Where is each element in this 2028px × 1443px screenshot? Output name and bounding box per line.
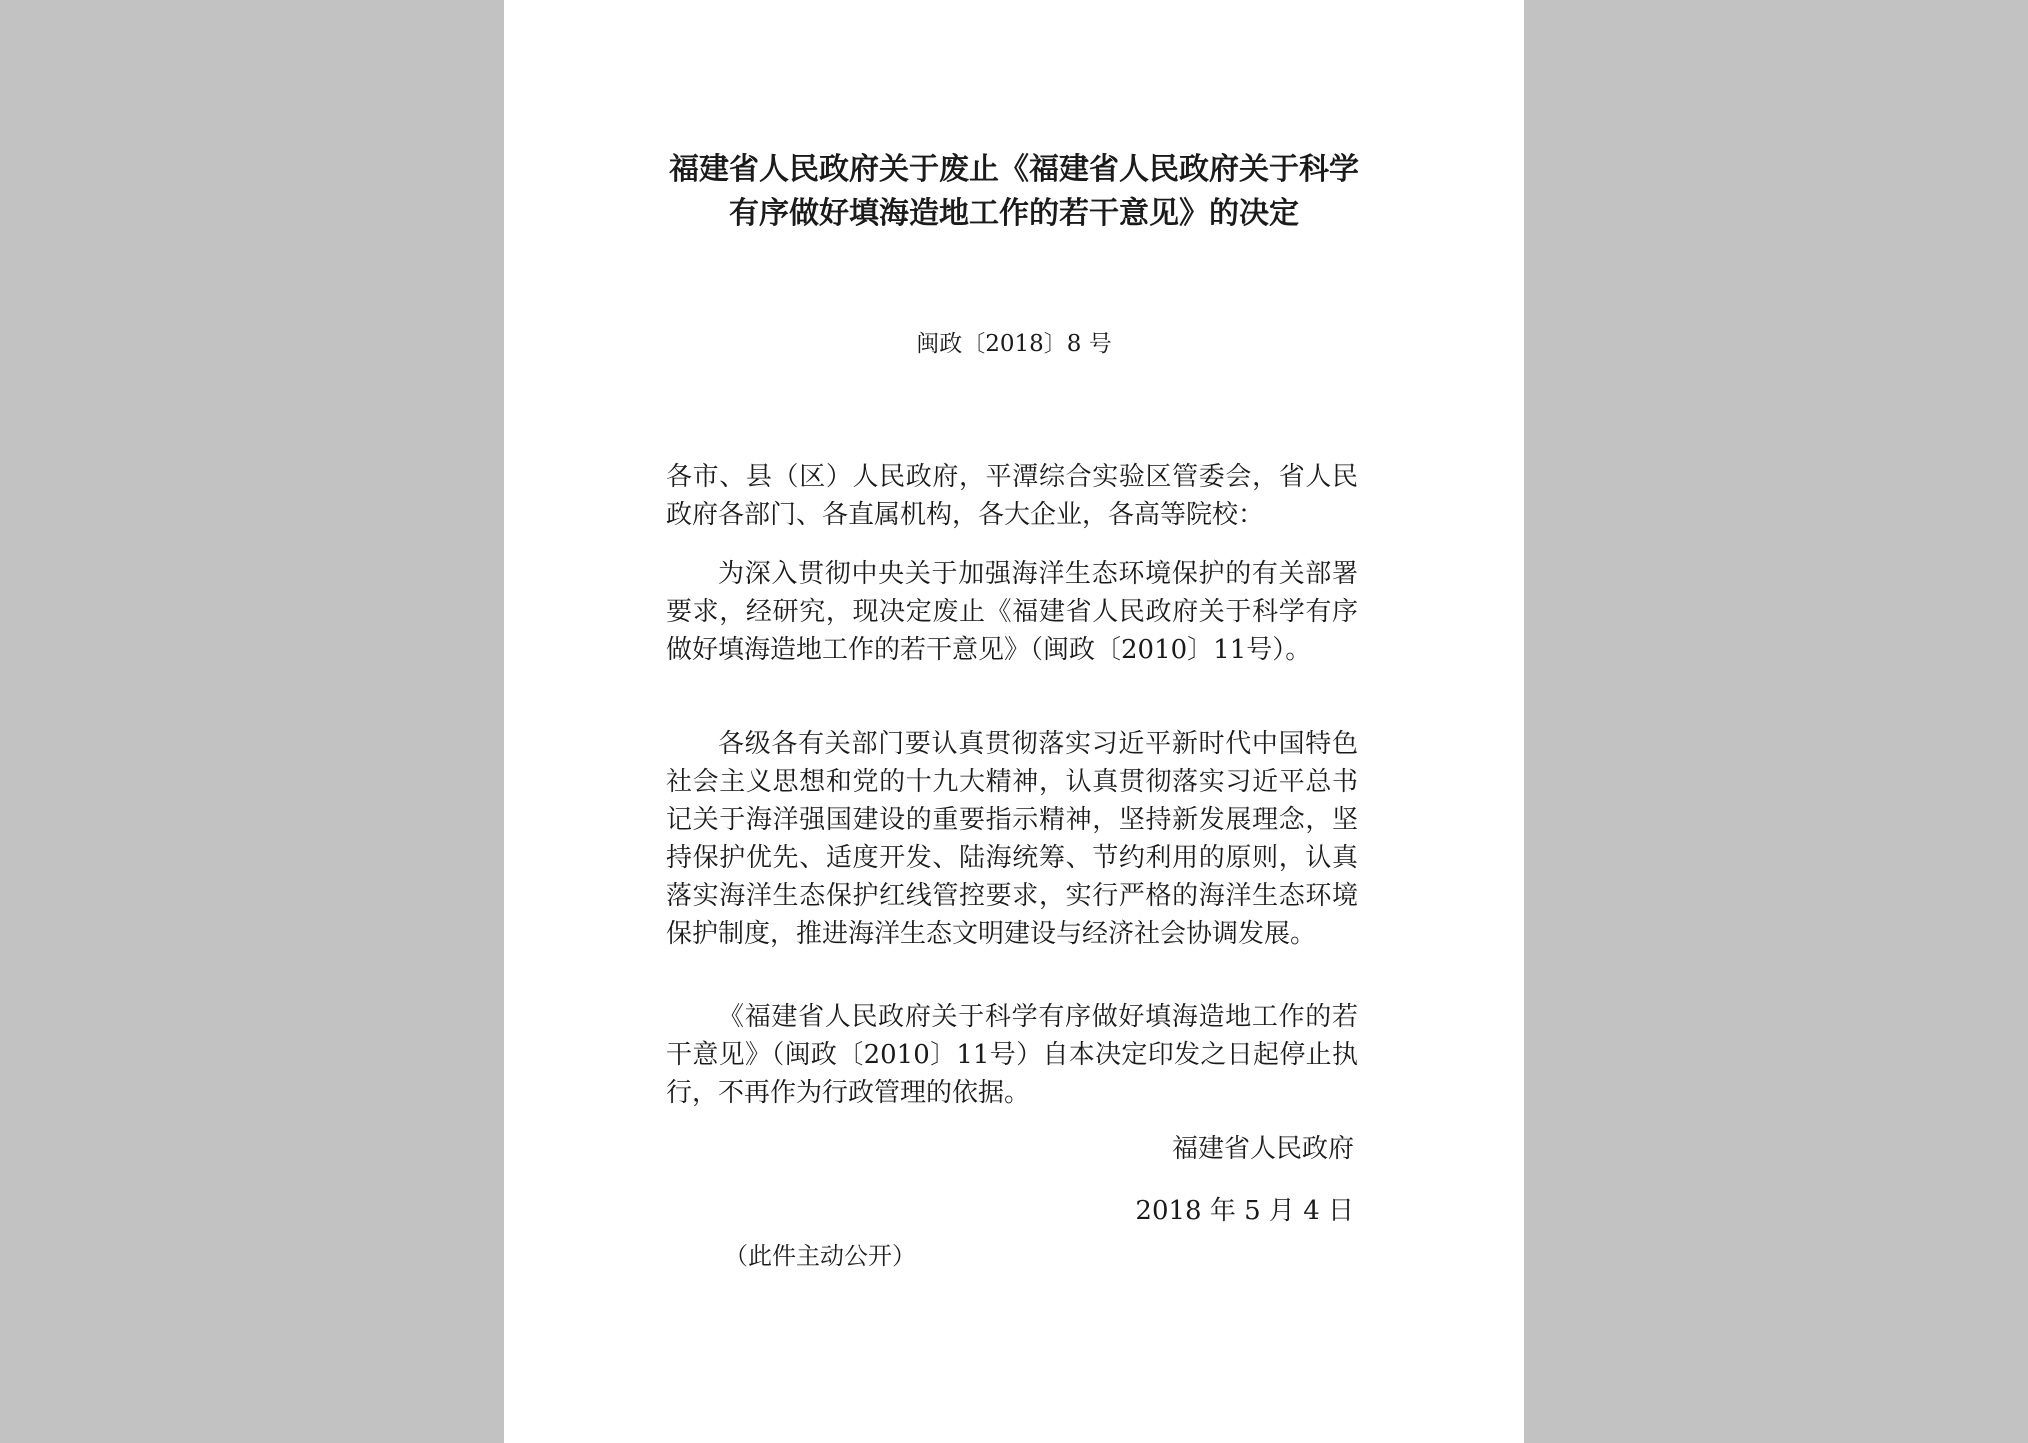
document-number: 闽政〔2018〕8 号 [916, 331, 1112, 357]
document-title: 福建省人民政府关于废止《福建省人民政府关于科学有序做好填海造地工作的若干意见》的决定 [669, 152, 1359, 231]
body-paragraph-3: 《福建省人民政府关于科学有序做好填海造地工作的若干意见》（闽政〔2010〕11号）自本决定印发之日起停止执行，不再作为行政管理的依据。 [666, 1002, 1358, 1108]
issuer-signature: 福建省人民政府 [1171, 1134, 1354, 1164]
addressee: 各市、县（区）人民政府，平潭综合实验区管委会，省人民政府各部门、各直属机构，各大企业，各高等院校： [666, 462, 1358, 530]
body-paragraph-1: 为深入贯彻中央关于加强海洋生态环境保护的有关部署要求，经研究，现决定废止《福建省人民政府关于科学有序做好填海造地工作的若干意见》（闽政〔2010〕11号）。 [666, 559, 1358, 665]
document-page [504, 0, 1524, 1443]
body-paragraph-2: 各级各有关部门要认真贯彻落实习近平新时代中国特色社会主义思想和党的十九大精神，认真贯彻落实习近平总书记关于海洋强国建设的重要指示精神，坚持新发展理念，坚持保护优先、适度开发、陆海统筹、节约利用的原则，认真落实海洋生态保护红线管控要求，实行严格的海洋生态环境保护制度，推进海洋生态文明建设与经济社会协调发展。 [666, 729, 1358, 949]
disclosure-note: （此件主动公开） [724, 1242, 916, 1270]
issue-date: 2018 年 5 月 4 日 [1135, 1196, 1354, 1226]
